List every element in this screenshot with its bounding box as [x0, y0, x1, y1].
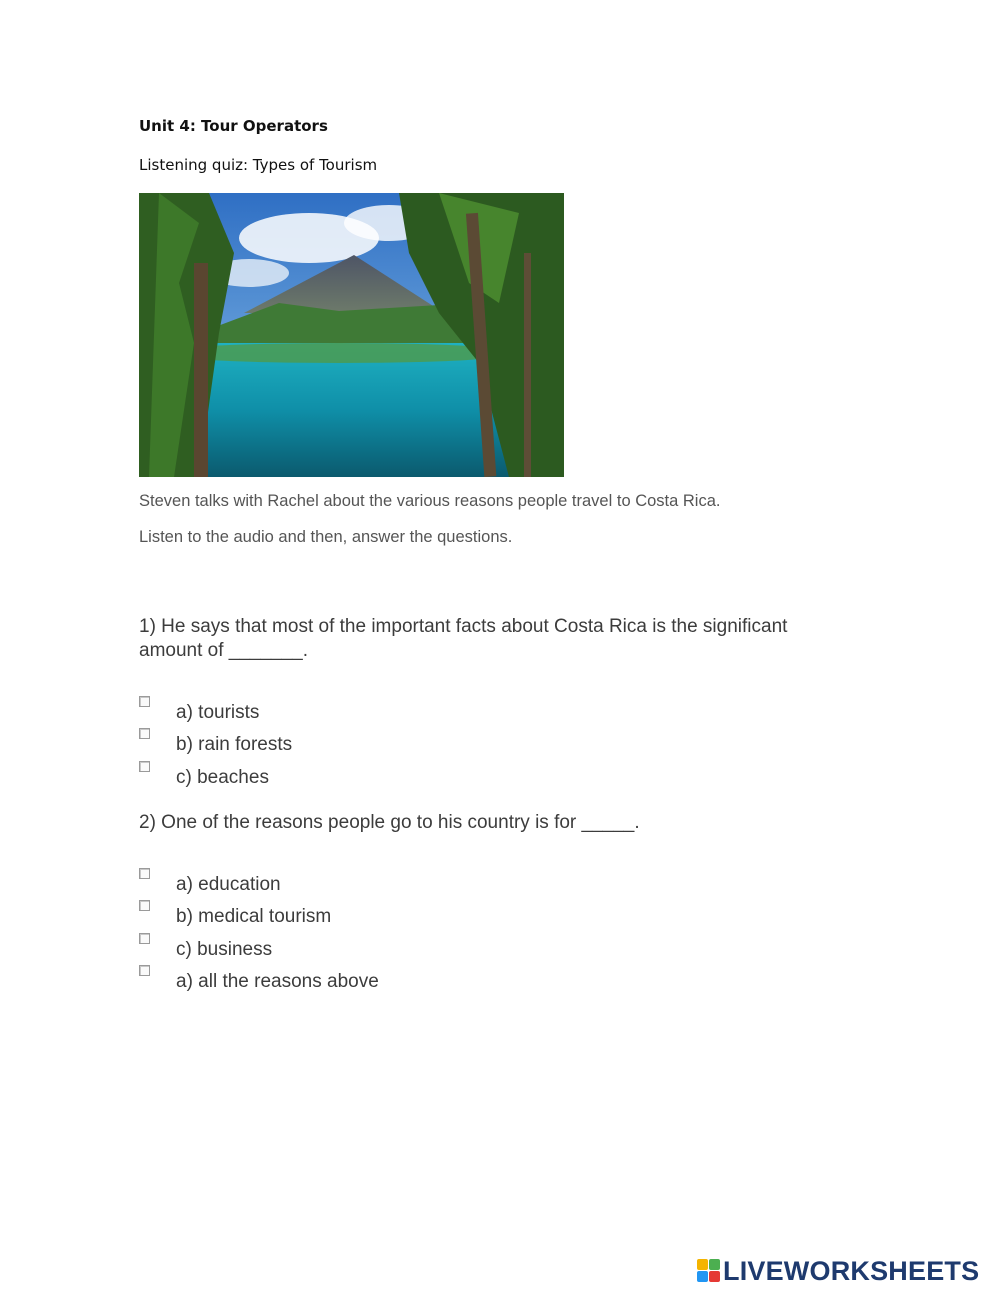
page-title: Unit 4: Tour Operators [139, 117, 328, 135]
option-label: c) business [176, 939, 273, 960]
question-2-option-c[interactable] [139, 933, 273, 960]
checkbox[interactable] [139, 900, 150, 911]
checkbox[interactable] [139, 728, 150, 739]
question-1-option-c[interactable] [139, 761, 269, 788]
page-subtitle: Listening quiz: Types of Tourism [139, 156, 378, 174]
option-label: b) medical tourism [176, 906, 332, 927]
checkbox[interactable] [139, 868, 150, 879]
option-label: c) beaches [176, 767, 269, 788]
question-2-option-a[interactable] [139, 868, 281, 895]
question-1-option-b[interactable] [139, 728, 293, 755]
logo-mark-icon [697, 1259, 721, 1283]
option-label: b) rain forests [176, 734, 293, 755]
checkbox[interactable] [139, 965, 150, 976]
option-label: a) all the reasons above [176, 971, 379, 992]
liveworksheets-logo[interactable] [697, 1256, 979, 1286]
costa-rica-landscape-photo [139, 193, 564, 477]
question-1-option-a[interactable] [139, 696, 260, 723]
checkbox[interactable] [139, 933, 150, 944]
checkbox[interactable] [139, 696, 150, 707]
brand-name: LIVEWORKSHEETS [723, 1255, 980, 1286]
intro-line-2: Listen to the audio and then, answer the questions. [139, 528, 513, 546]
question-1-text: 1) He says that most of the important facts about Costa Rica is the significant amount of _______. [139, 616, 788, 661]
question-2-option-d[interactable] [139, 965, 379, 992]
option-label: a) tourists [176, 702, 260, 723]
option-label: a) education [176, 874, 281, 895]
checkbox[interactable] [139, 761, 150, 772]
question-2-option-b[interactable] [139, 900, 332, 927]
intro-line-1: Steven talks with Rachel about the various reasons people travel to Costa Rica. [139, 492, 721, 510]
question-2-text: 2) One of the reasons people go to his country is for _____. [139, 812, 640, 833]
